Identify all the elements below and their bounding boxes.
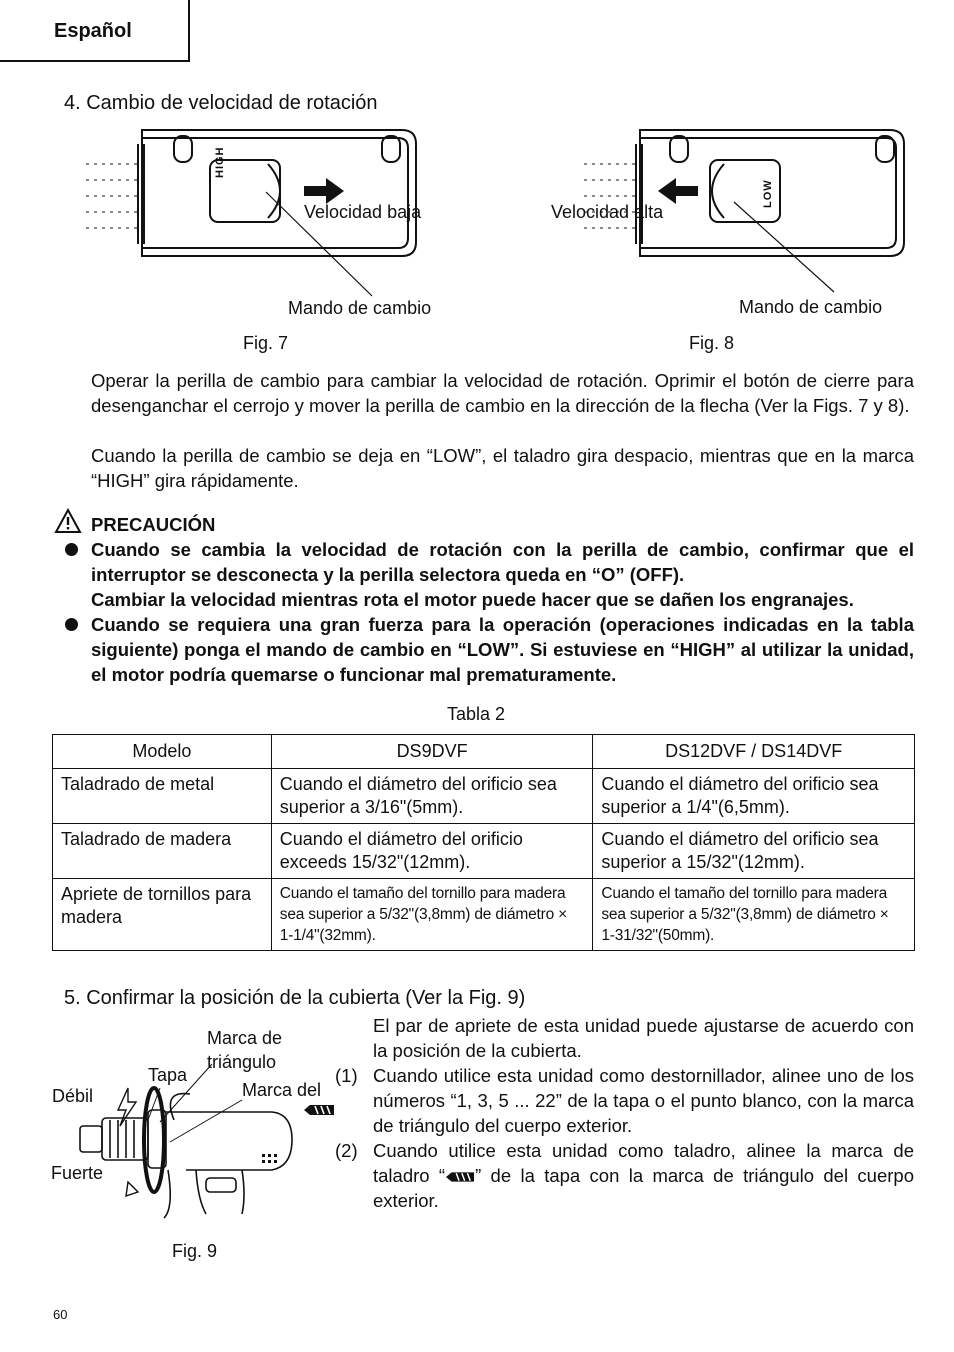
- page-number: 60: [53, 1307, 68, 1322]
- table-cell: Taladrado de madera: [53, 824, 272, 879]
- fig7-high-label: HIGH: [214, 146, 226, 178]
- fig7-leader-line: [260, 190, 380, 300]
- caution-bullet-1: [65, 543, 78, 556]
- caution-heading: PRECAUCIÓN: [91, 514, 216, 535]
- language-tab-label: Español: [54, 20, 132, 42]
- table-row: [53, 769, 915, 824]
- fig8-knob-callout: Mando de cambio: [739, 297, 883, 317]
- section-5-item-1-number: (1): [335, 1065, 358, 1086]
- table-cell: Cuando el tamaño del tornillo para madera sea superior a 5/32"(3,8mm) de diámetro × 1-1/4"(32mm).: [271, 879, 593, 951]
- fig7-speed-callout: Velocidad baja: [304, 202, 422, 222]
- table-row: [53, 824, 915, 879]
- table-2-caption: Tabla 2: [447, 704, 506, 724]
- section-4-paragraph-2: Cuando la perilla de cambio se deja en “LOW”, el taladro gira despacio, mientras que en la marca “HIGH” gira rápidamente.: [91, 445, 914, 491]
- section-5-item-2-number: (2): [335, 1140, 358, 1161]
- table-cell: Cuando el diámetro del orificio sea superior a 15/32"(12mm).: [593, 824, 915, 879]
- fig8-low-label: LOW: [762, 179, 774, 208]
- caution-bullet-2: [65, 618, 78, 631]
- warning-triangle-icon: [54, 508, 82, 534]
- table-2: [52, 734, 915, 951]
- section-5-item-2-post: ” de la tapa con la marca de triángulo del cuerpo exterior.: [373, 1165, 914, 1211]
- table-header-cell: DS9DVF: [271, 735, 593, 769]
- fig9-strong-label: Fuerte: [51, 1163, 104, 1183]
- fig7-knob-callout: Mando de cambio: [288, 298, 432, 318]
- fig9-triangle-mark-label: Marca de triángulo: [207, 1028, 283, 1072]
- fig9-weak-label: Débil: [52, 1086, 94, 1106]
- table-header-cell: DS12DVF / DS14DVF: [593, 735, 915, 769]
- caution-item-1: Cuando se cambia la velocidad de rotación con la perilla de cambio, confirmar que el interruptor se desconecta y la perilla selectora queda en “O” (OFF).: [91, 539, 914, 585]
- section-5-item-2: [373, 1138, 914, 1213]
- drill-mark-icon: [304, 1104, 334, 1116]
- caution-item-2: Cuando se requiera una gran fuerza para la operación (operaciones indicadas en la tabla siguiente) ponga el mando de cambio en “LOW”. Si estuviese en “HIGH” al utilizar la unidad, el motor podría quemarse o funcionar mal prematuramente.: [91, 614, 914, 685]
- table-cell: Cuando el diámetro del orificio sea superior a 3/16"(5mm).: [271, 769, 593, 824]
- section-4-title: 4. Cambio de velocidad de rotación: [64, 92, 378, 114]
- fig9-cap-label: Tapa: [148, 1065, 188, 1085]
- fig8-leader-line: [730, 200, 840, 296]
- table-row: [53, 879, 915, 951]
- fig7-caption: Fig. 7: [243, 333, 289, 353]
- section-5-item-1: Cuando utilice esta unidad como destornillador, alinee uno de los números “1, 3, 5 ... 22” de la tapa o el punto blanco, con la marca de triángulo del cuerpo exterior.: [373, 1065, 914, 1136]
- table-cell: Apriete de tornillos para madera: [53, 879, 272, 951]
- table-cell: Cuando el diámetro del orificio sea superior a 1/4"(6,5mm).: [593, 769, 915, 824]
- table-header-cell: Modelo: [53, 735, 272, 769]
- caution-item-1-note: Cambiar la velocidad mientras rota el motor puede hacer que se dañen los engranajes.: [91, 589, 854, 610]
- fig9-drill-mark-label: Marca del: [242, 1080, 322, 1100]
- fig8-caption: Fig. 8: [689, 333, 735, 353]
- table-cell: Taladrado de metal: [53, 769, 272, 824]
- section-4-paragraph-1: Operar la perilla de cambio para cambiar la velocidad de rotación. Oprimir el botón de cierre para desenganchar el cerrojo y mover la perilla de cambio en la dirección de la flecha (Ver la Figs. 7 y 8).: [91, 370, 914, 416]
- section-5-intro: El par de apriete de esta unidad puede ajustarse de acuerdo con la posición de la cubierta.: [373, 1015, 914, 1061]
- table-header-row: [53, 735, 915, 769]
- fig9-caption: Fig. 9: [172, 1241, 218, 1261]
- table-cell: Cuando el diámetro del orificio exceeds 15/32"(12mm).: [271, 824, 593, 879]
- fig8-speed-callout: Velocidad alta: [551, 202, 664, 222]
- section-5-title: 5. Confirmar la posición de la cubierta (Ver la Fig. 9): [64, 987, 526, 1009]
- section-5-item-2-pre: Cuando utilice esta unidad como taladro, alinee la marca de taladro “: [373, 1140, 914, 1186]
- table-cell: Cuando el tamaño del tornillo para madera sea superior a 5/32"(3,8mm) de diámetro × 1-31/32"(50mm).: [593, 879, 915, 951]
- drill-mark-icon: [446, 1171, 474, 1183]
